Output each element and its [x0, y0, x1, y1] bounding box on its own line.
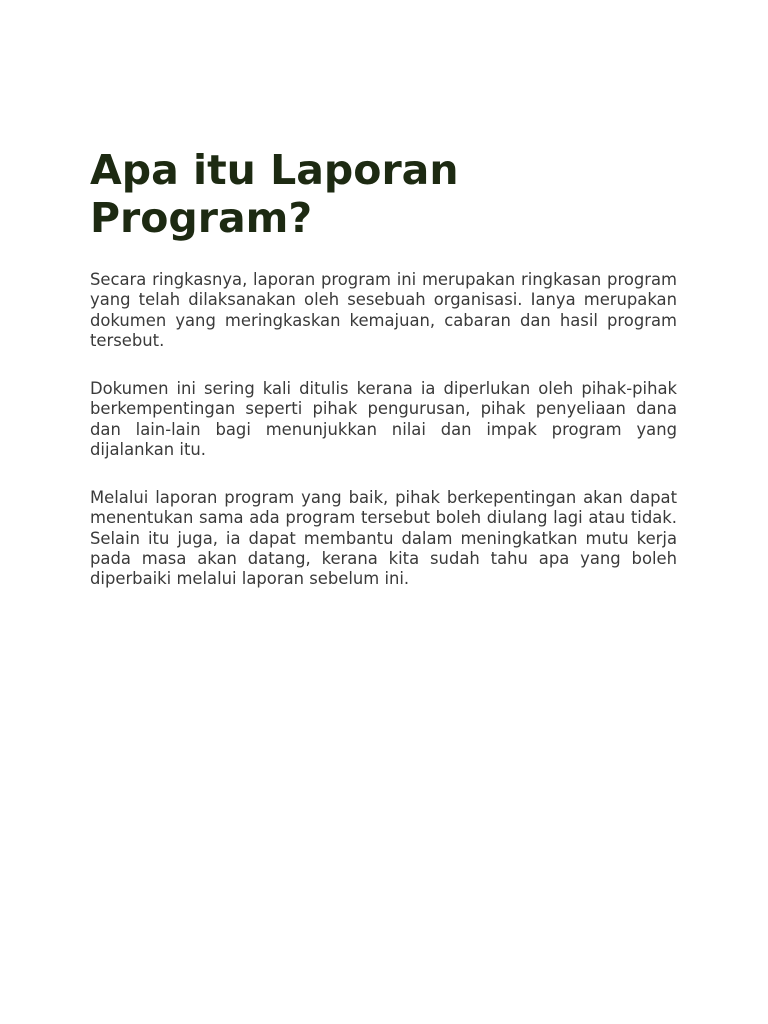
page-title: Apa itu Laporan Program?	[90, 146, 459, 242]
paragraph-definition: Secara ringkasnya, laporan program ini merupakan ringkasan program yang telah dilaksanakan oleh sesebuah organisasi. Ianya merupakan dokumen yang meringkaskan kemajuan, cabaran dan hasil program tersebut.	[90, 270, 677, 350]
paragraph-purpose: Dokumen ini sering kali ditulis kerana ia diperlukan oleh pihak-pihak berkempentingan seperti pihak pengurusan, pihak penyeliaan dana dan lain-lain bagi menunjukkan nilai dan impak program yang dijalankan itu.	[90, 379, 677, 459]
paragraph-benefits: Melalui laporan program yang baik, pihak berkepentingan akan dapat menentukan sama ada program tersebut boleh diulang lagi atau tidak. Selain itu juga, ia dapat membantu dalam meningkatkan mutu kerja pada masa akan datang, kerana kita sudah tahu apa yang boleh diperbaiki melalui laporan sebelum ini.	[90, 488, 677, 589]
